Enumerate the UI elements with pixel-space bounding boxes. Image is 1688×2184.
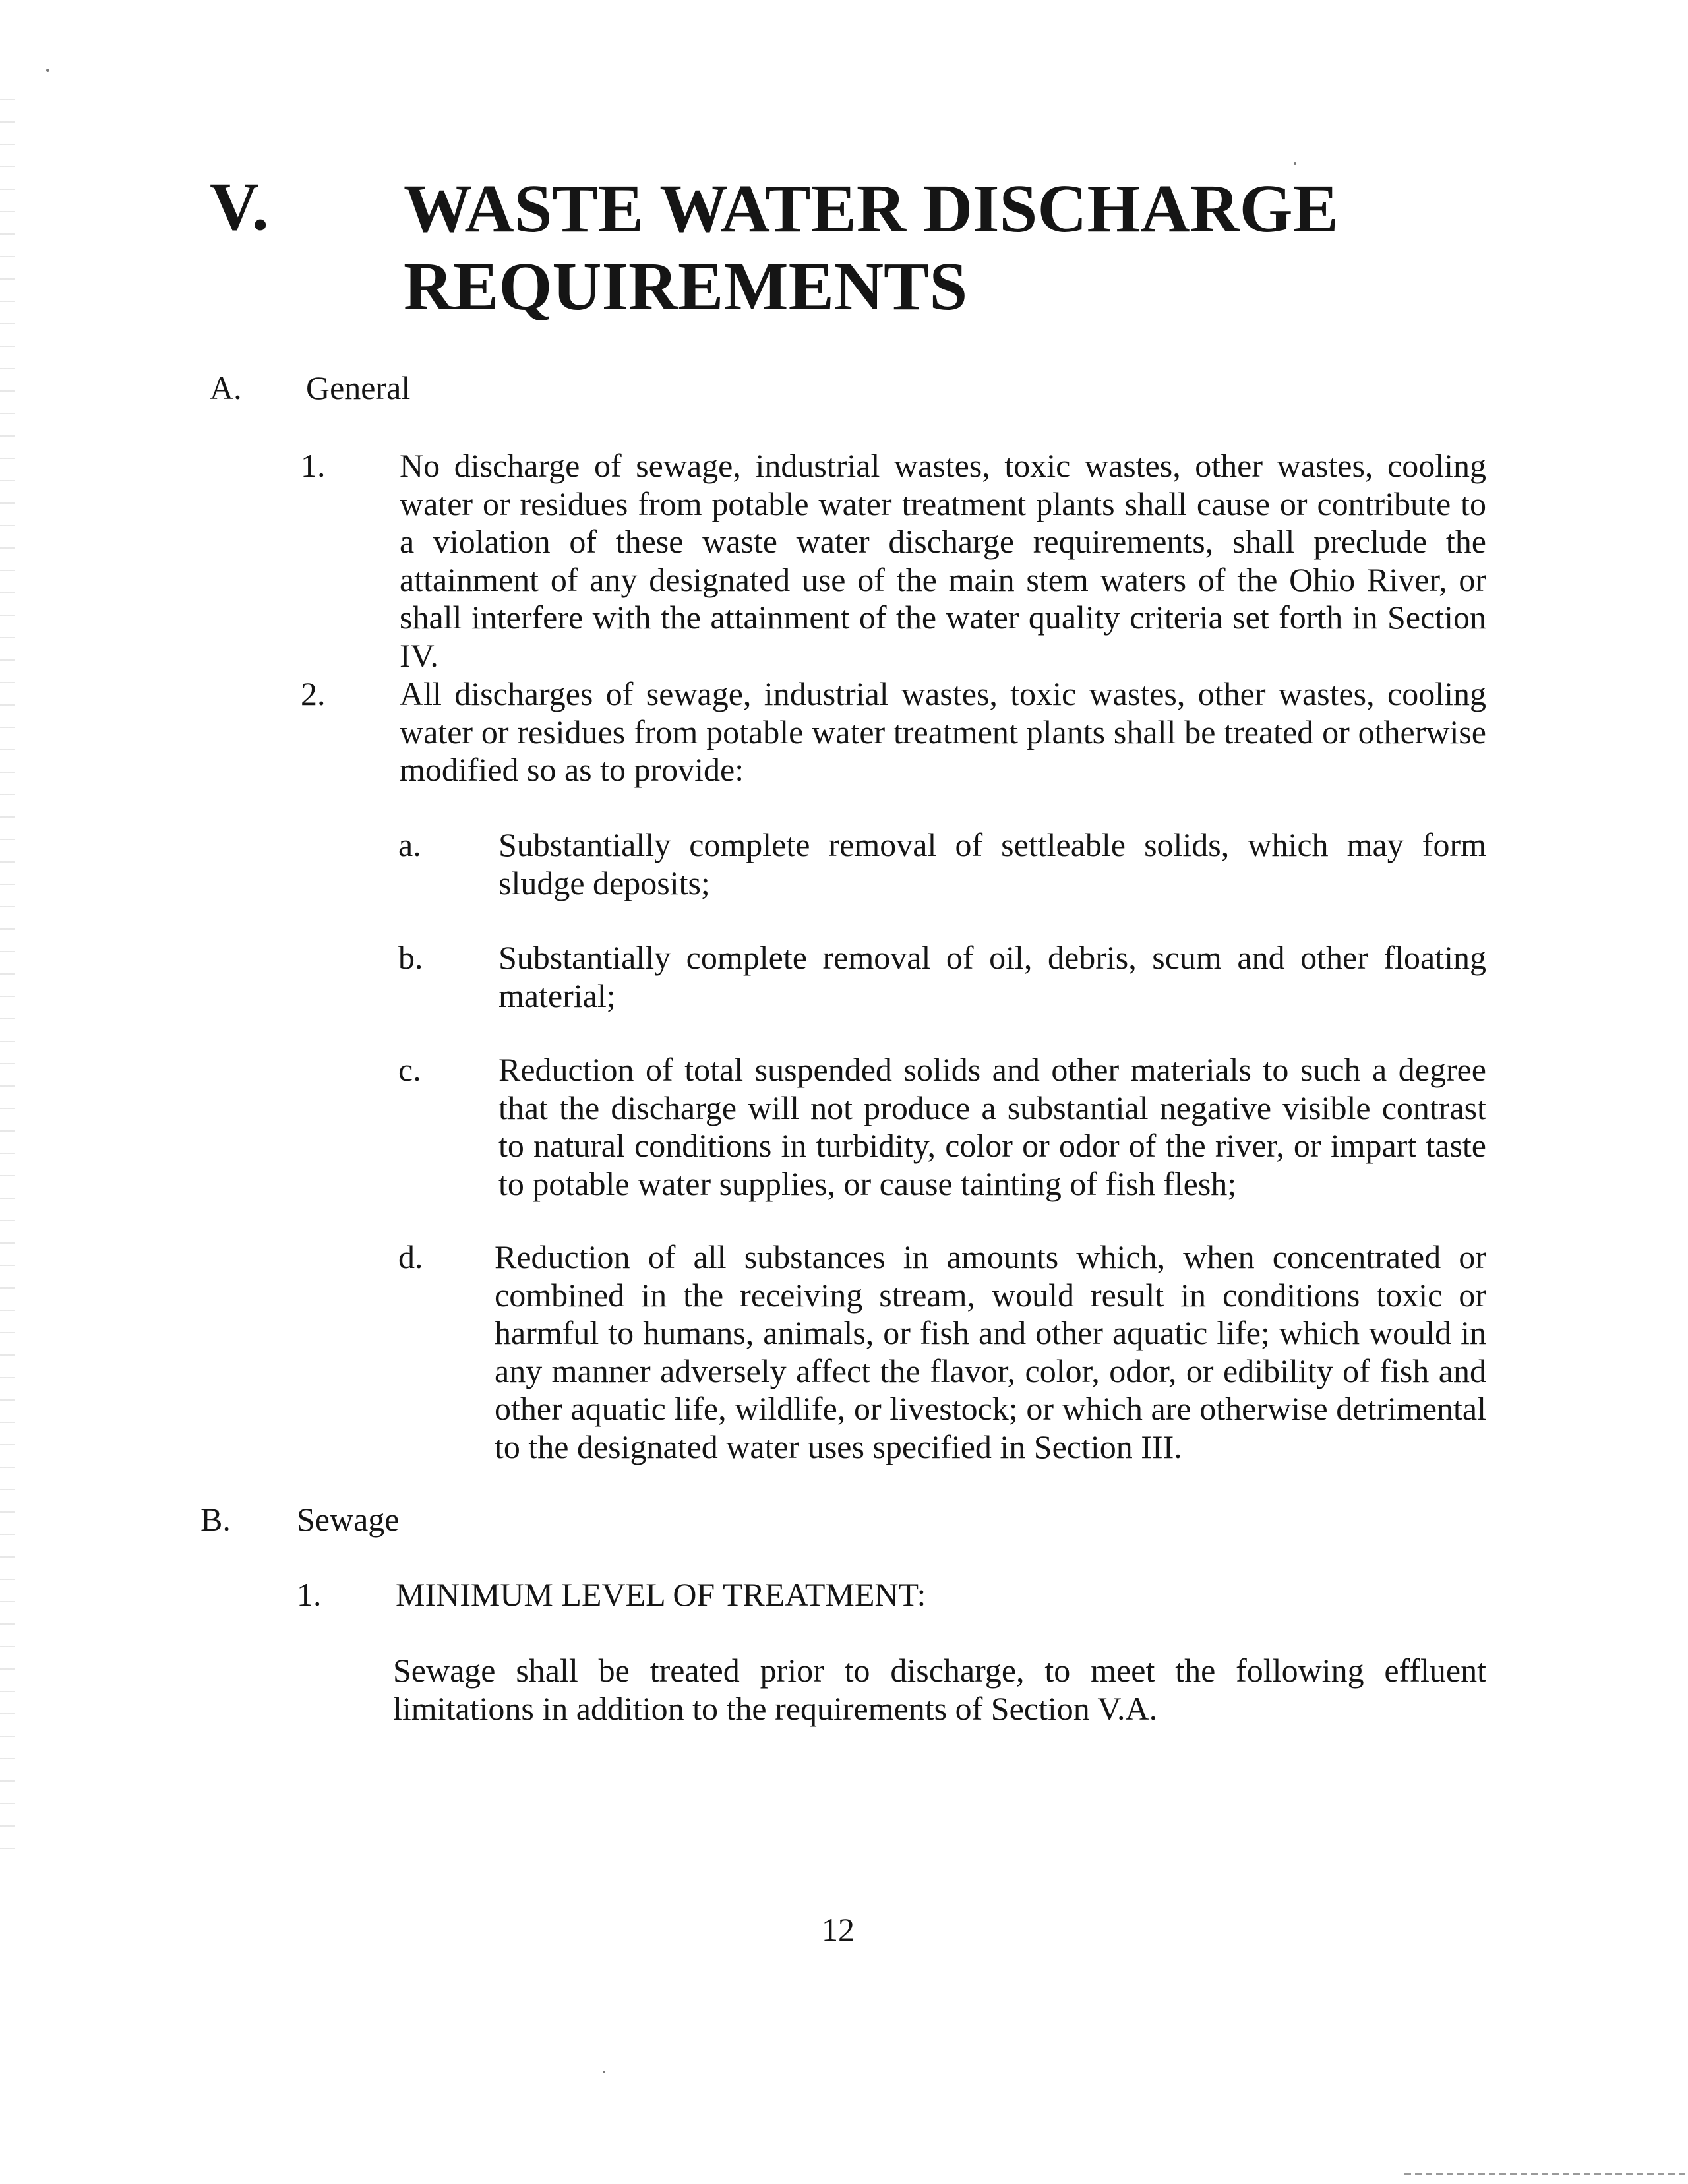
bottom-edge-rule [1404,2173,1688,2175]
part-b-letter: B. [200,1501,231,1538]
subitem-c-text: Reduction of total suspended solids and other materials to such a degree that the discharge will not produce a substantial negative visible contrast to natural conditions in turbidity, color or odor of the river, or impart taste to potable water supplies, or cause tainting of fish flesh; [498,1051,1486,1202]
scan-edge-artifact [0,99,15,1866]
part-b-item-heading: MINIMUM LEVEL OF TREATMENT: [396,1576,926,1613]
part-b-paragraph: Sewage shall be treated prior to discharge, to meet the following effluent limitations in addition to the requirements of Section V.A. [393,1652,1486,1727]
scan-speck [1294,162,1296,165]
scan-speck [46,69,49,72]
subitem-a-text: Substantially complete removal of settleable solids, which may form sludge deposits; [498,826,1486,901]
subitem-b-letter: b. [398,939,423,976]
part-a-heading: General [306,369,411,406]
subitem-a-letter: a. [398,826,421,863]
scan-speck [603,2071,605,2073]
item-1-number: 1. [301,447,326,484]
item-1-text: No discharge of sewage, industrial wastes, toxic wastes, other wastes, cooling water or residues from potable water treatment plants shall cause or contribute to a violation of these waste water discharge requirements, shall preclude the attainment of any designated use of the main stem waters of the Ohio River, or shall interfere with the attainment of the water quality criteria set forth in Section IV. [400,447,1486,674]
subitem-b-text: Substantially complete removal of oil, debris, scum and other floating material; [498,939,1486,1014]
item-2-text: All discharges of sewage, industrial wastes, toxic wastes, other wastes, cooling water or residues from potable water treatment plants shall be treated or otherwise modified so as to provide: [400,675,1486,788]
part-b-heading: Sewage [297,1501,400,1538]
part-b-item-number: 1. [297,1576,322,1613]
item-2-number: 2. [301,675,326,712]
subitem-d-text: Reduction of all substances in amounts which, when concentrated or combined in the receiving stream, would result in conditions toxic or harmful to humans, animals, or fish and other aquatic life; which would in any manner adversely affect the flavor, color, odor, or edibility of fish and other aquatic life, wildlife, or livestock; or which are otherwise detrimental to the designated water uses specified in Section III. [495,1238,1486,1465]
part-a-letter: A. [210,369,242,406]
subitem-c-letter: c. [398,1051,421,1088]
page-number: 12 [822,1911,855,1948]
section-number: V. [210,169,270,245]
section-title: WASTE WATER DISCHARGE REQUIREMENTS [404,171,1339,324]
subitem-d-letter: d. [398,1238,423,1275]
